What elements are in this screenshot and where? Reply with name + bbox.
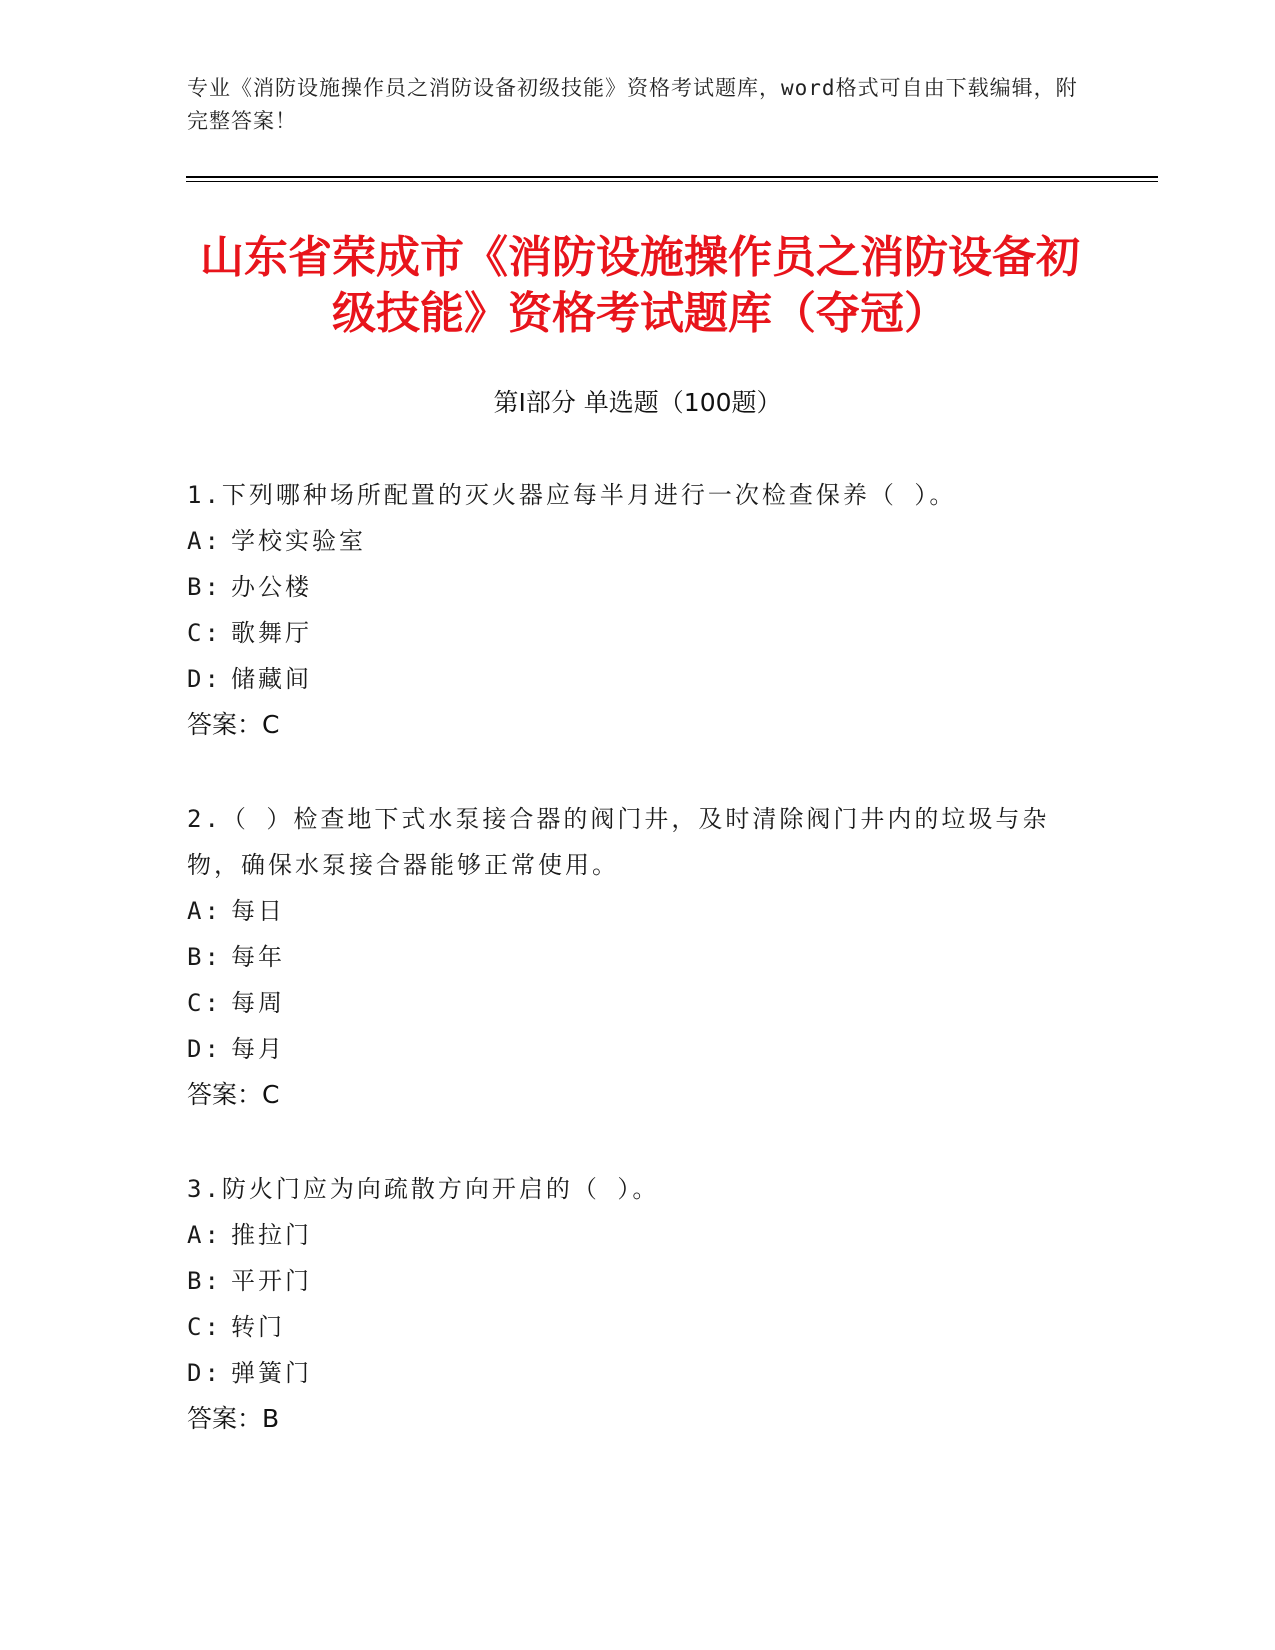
option-d — [187, 1350, 1067, 1396]
option-text: 平开门 — [231, 1267, 312, 1295]
answer: 答案：C — [187, 1080, 280, 1109]
header-rule-thin — [186, 181, 1158, 182]
option-a — [187, 888, 1067, 934]
question-2 — [187, 796, 1067, 1118]
question-3 — [187, 1166, 1067, 1442]
option-key: B: — [187, 1267, 222, 1295]
option-key: A: — [187, 1221, 222, 1249]
option-key: A: — [187, 527, 222, 555]
answer: 答案：C — [187, 710, 280, 739]
answer: 答案：B — [187, 1404, 280, 1433]
section-heading: 第Ⅰ部分 单选题（100题） — [493, 388, 782, 417]
option-key: B: — [187, 943, 222, 971]
option-text: 每周 — [231, 989, 285, 1017]
option-key: C: — [187, 989, 222, 1017]
option-a — [187, 1212, 1067, 1258]
option-c — [187, 610, 1067, 656]
option-a — [187, 518, 1067, 564]
option-b — [187, 564, 1067, 610]
option-d — [187, 1026, 1067, 1072]
option-d — [187, 656, 1067, 702]
option-key: D: — [187, 1359, 222, 1387]
question-stem: 3.防火门应为向疏散方向开启的（ ）。 — [187, 1175, 660, 1203]
option-b — [187, 1258, 1067, 1304]
option-text: 每月 — [231, 1035, 285, 1063]
header-rule-thick — [186, 176, 1158, 178]
option-key: C: — [187, 1313, 222, 1341]
question-stem: 1.下列哪种场所配置的灭火器应每半月进行一次检查保养（ ）。 — [187, 481, 957, 509]
document-title: 山东省荣成市《消防设施操作员之消防设备初级技能》资格考试题库（夺冠） — [200, 232, 1080, 339]
question-stem: 2.（ ）检查地下式水泵接合器的阀门井，及时清除阀门井内的垃圾与杂物，确保水泵接合器能够正常使用。 — [187, 805, 1050, 879]
option-text: 储藏间 — [231, 665, 312, 693]
question-list — [187, 472, 1067, 1490]
option-c — [187, 980, 1067, 1026]
option-b — [187, 934, 1067, 980]
option-key: A: — [187, 897, 222, 925]
option-text: 弹簧门 — [231, 1359, 312, 1387]
option-key: D: — [187, 1035, 222, 1063]
option-text: 转门 — [231, 1313, 285, 1341]
option-text: 歌舞厅 — [231, 619, 312, 647]
option-text: 推拉门 — [231, 1221, 312, 1249]
option-text: 每年 — [231, 943, 285, 971]
option-c — [187, 1304, 1067, 1350]
option-text: 每日 — [231, 897, 285, 925]
option-text: 学校实验室 — [231, 527, 366, 555]
option-key: B: — [187, 573, 222, 601]
option-key: D: — [187, 665, 222, 693]
header-note: 专业《消防设施操作员之消防设备初级技能》资格考试题库，word格式可自由下载编辑，附完整答案！ — [187, 76, 1078, 133]
option-key: C: — [187, 619, 222, 647]
option-text: 办公楼 — [231, 573, 312, 601]
question-1 — [187, 472, 1067, 748]
